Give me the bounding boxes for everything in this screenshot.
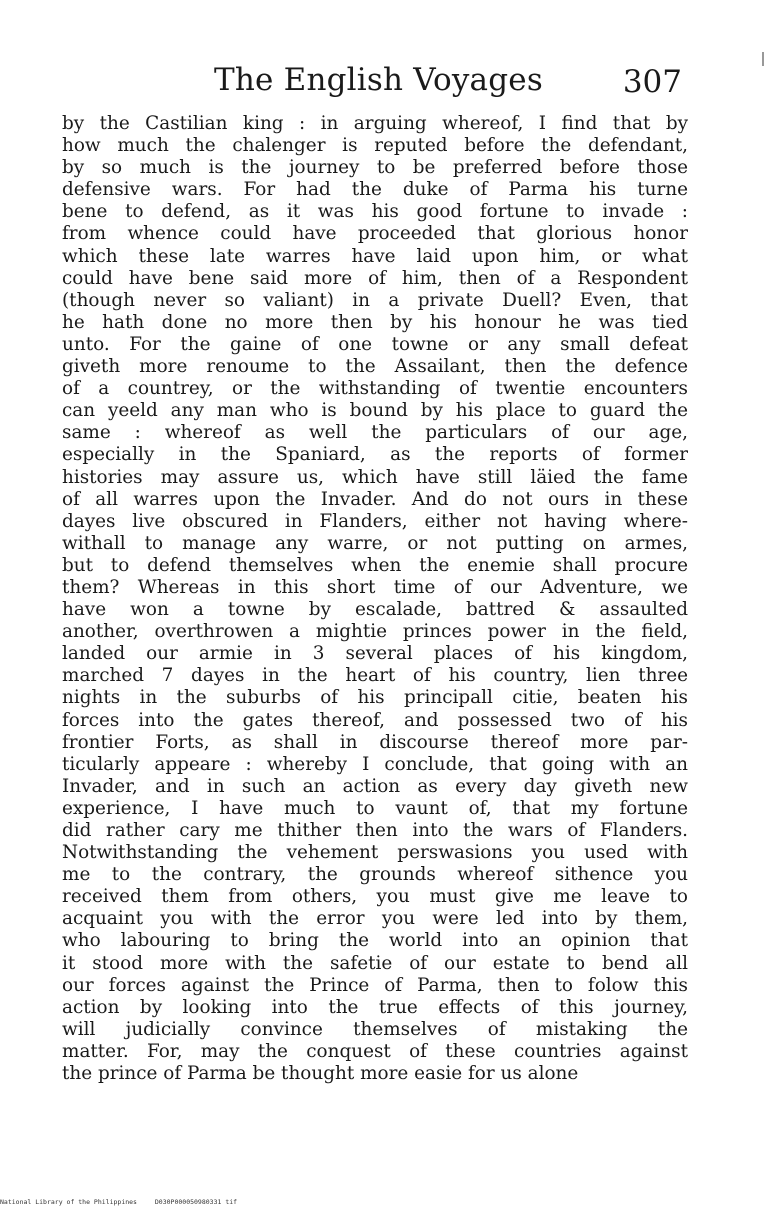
text-line: the prince of Parma be thought more easie for us alone — [62, 1063, 579, 1085]
text-line: from whence could have proceeded that glorious honor — [62, 223, 688, 245]
text-line: will judicially convince themselves of mistaking the — [62, 1018, 688, 1040]
text-line: dayes live obscured in Flanders, either not having where- — [62, 510, 688, 532]
text-line: of all warres upon the Invader. And do not ours in these — [62, 488, 688, 510]
text-line: by so much is the journey to be preferred before those — [62, 157, 688, 179]
text-line: unto. For the gaine of one towne or any small defeat — [62, 333, 688, 355]
text-line: marched 7 dayes in the heart of his country, lien three — [62, 665, 688, 687]
text-line: another, overthrowen a mightie princes power in the field, — [62, 621, 688, 643]
text-line: (though never so valiant) in a private Duell? Even, that — [62, 289, 688, 311]
text-line: by the Castilian king : in arguing whereof, I find that by — [62, 113, 688, 134]
text-line: received them from others, you must give me leave to — [62, 886, 688, 908]
body-text — [62, 113, 688, 1085]
running-title: The English Voyages — [214, 62, 543, 98]
footer-file-id: D030P000050980331 tif — [154, 1198, 238, 1206]
text-line: can yeeld any man who is bound by his place to guard the — [62, 400, 688, 422]
text-line: especially in the Spaniard, as the reports of former — [62, 444, 688, 466]
text-line: could have bene said more of him, then of a Respondent — [62, 267, 688, 289]
text-line: giveth more renoume to the Assailant, then the defence — [62, 356, 688, 378]
text-line: but to defend themselves when the enemie shall procure — [62, 554, 688, 576]
footer-institution: National Library of the Philippines — [0, 1198, 137, 1206]
text-line: me to the contrary, the grounds whereof sithence you — [62, 864, 688, 886]
text-line: histories may assure us, which have still läied the fame — [62, 466, 688, 488]
text-line: defensive wars. For had the duke of Parma his turne — [62, 179, 688, 201]
text-line: have won a towne by escalade, battred & assaulted — [62, 599, 688, 621]
text-line: ticularly appeare : whereby I conclude, that going with an — [62, 753, 688, 775]
text-line: same : whereof as well the particulars of our age, — [62, 422, 688, 444]
text-line: our forces against the Prince of Parma, then to folow this — [62, 974, 688, 996]
text-line: landed our armie in 3 several places of his kingdom, — [62, 643, 688, 665]
text-line: Invader, and in such an action as every day giveth new — [62, 775, 688, 797]
text-line: he hath done no more then by his honour he was tied — [62, 311, 688, 333]
text-line: who labouring to bring the world into an opinion that — [62, 930, 688, 952]
text-line: it stood more with the safetie of our estate to bend all — [62, 952, 688, 974]
text-line: how much the chalenger is reputed before the defendant, — [62, 135, 688, 157]
text-line: forces into the gates thereof, and possessed two of his — [62, 709, 688, 731]
text-line: acquaint you with the error you were led into by them, — [62, 908, 688, 930]
text-line: of a countrey, or the withstanding of twentie encounters — [62, 378, 688, 400]
page-number: 307 — [622, 64, 682, 100]
text-line: action by looking into the true effects of this journey, — [62, 996, 688, 1018]
text-line: withall to manage any warre, or not putting on armes, — [62, 532, 688, 554]
text-line: experience, I have much to vaunt of, that my fortune — [62, 797, 688, 819]
text-line: them? Whereas in this short time of our Adventure, we — [62, 576, 688, 598]
text-line: nights in the suburbs of his principall citie, beaten his — [62, 687, 688, 709]
text-line: bene to defend, as it was his good fortune to invade : — [62, 201, 688, 223]
page-header — [62, 62, 688, 106]
text-line: Notwithstanding the vehement perswasions you used with — [62, 842, 688, 864]
text-line: which these late warres have laid upon him, or what — [62, 245, 688, 267]
text-line: frontier Forts, as shall in discourse thereof more par- — [62, 731, 688, 753]
scan-footer — [0, 1198, 237, 1206]
text-line: did rather cary me thither then into the wars of Flanders. — [62, 820, 688, 841]
text-line: matter. For, may the conquest of these countries against — [62, 1040, 688, 1062]
